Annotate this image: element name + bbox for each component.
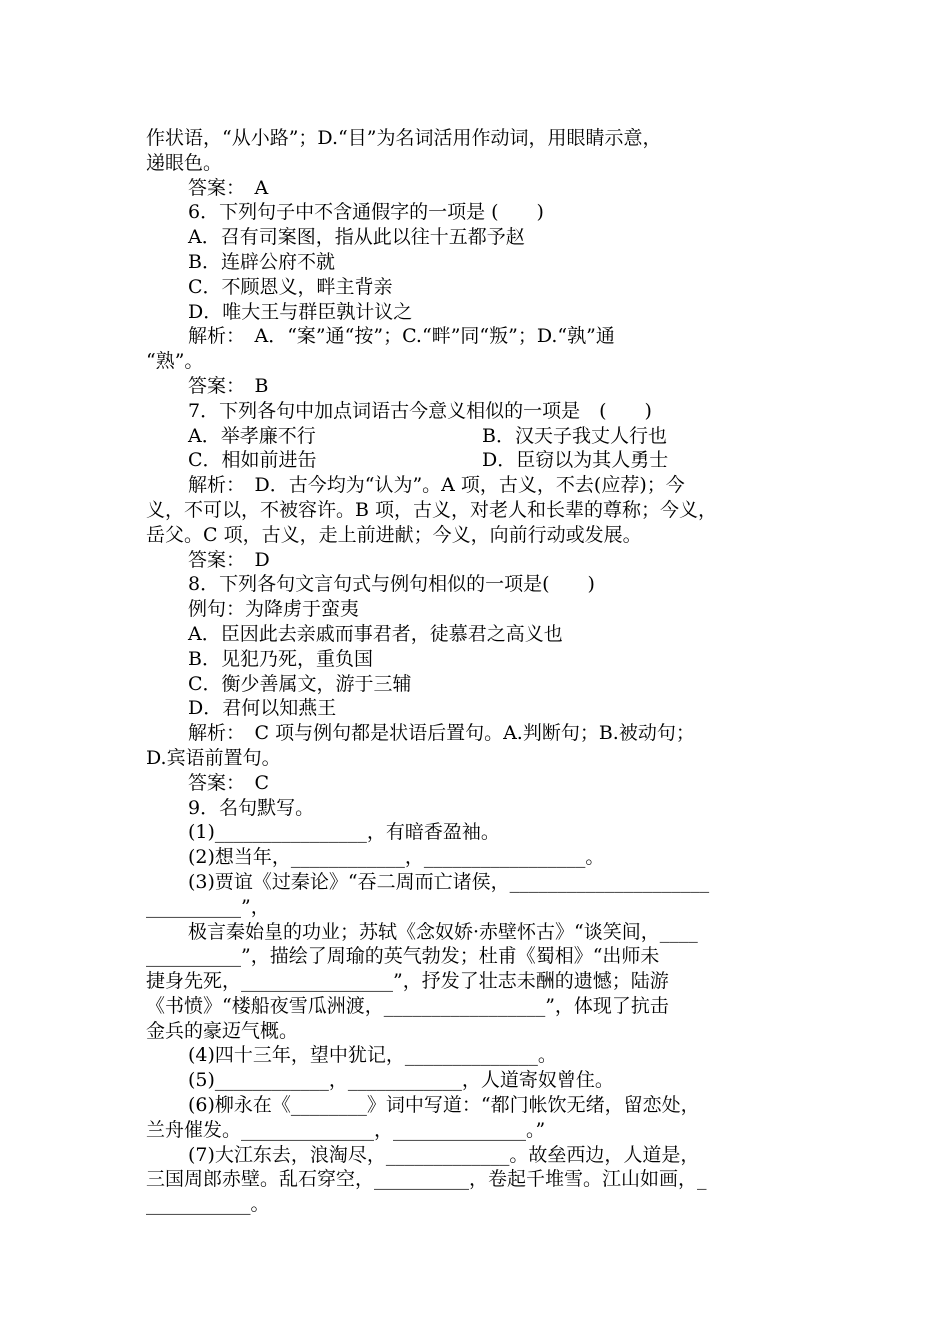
text-line: A．召有司案图，指从此以往十五都予赵: [188, 226, 525, 249]
text-line: 7．下列各句中加点词语古今意义相似的一项是 ( ): [188, 399, 652, 422]
text-line: D．唯大王与群臣孰计议之: [188, 300, 413, 323]
text-line: 答案： D: [188, 548, 270, 571]
text-line: 答案： B: [188, 374, 269, 397]
text-line: 金兵的豪迈气概。: [146, 1019, 299, 1042]
option-right: B．汉天子我丈人行也: [482, 424, 667, 447]
text-line: C．不顾恩义，畔主背亲: [188, 275, 393, 298]
text-line: 答案： C: [188, 771, 270, 794]
text-line: 答案： A: [188, 176, 269, 199]
text-line: 作状语，“从小路”；D.“目”为名词活用作动词，用眼睛示意，: [146, 127, 662, 149]
text-line: 8．下列各句文言句式与例句相似的一项是( ): [188, 573, 595, 596]
text-line: “熟”。: [146, 350, 204, 373]
text-line: 解析： C 项与例句都是状语后置句。A.判断句；B.被动句；: [188, 722, 695, 745]
text-line: (4)四十三年，望中犹记，______________。: [188, 1044, 557, 1067]
text-line: D．君何以知燕王: [188, 697, 337, 720]
text-line: 岳父。C 项，古义，走上前进献；今义，向前行动或发展。: [146, 523, 642, 546]
text-line: 解析： D．古今均为“认为”。A 项，古义，不去(应荐)；今: [188, 474, 685, 497]
text-line: B．见犯乃死，重负国: [188, 647, 373, 670]
text-line: C．衡少善属文，游于三辅: [188, 672, 412, 695]
text-line: (7)大江东去，浪淘尽，_____________。故垒西边，人道是，: [188, 1143, 700, 1166]
text-line: 6．下列句子中不含通假字的一项是 ( ): [188, 201, 544, 224]
text-line: __________”，: [146, 895, 270, 918]
text-line: B．连辟公府不就: [188, 250, 335, 273]
text-line: 捷身先死，________________”，抒发了壮志未酬的遗憾；陆游: [146, 970, 669, 993]
text-line: [146, 424, 812, 449]
text-line: 极言秦始皇的功业；苏轼《念奴娇·赤壁怀古》“谈笑间，____: [188, 920, 698, 943]
text-line: 9．名句默写。: [188, 796, 315, 819]
text-line: __________”，描绘了周瑜的英气勃发；杜甫《蜀相》“出师未: [146, 945, 660, 968]
text-line: (3)贾谊《过秦论》“吞二周而亡诸侯，_____________________: [188, 870, 710, 893]
text-line: (1)________________，有暗香盈袖。: [188, 821, 500, 844]
text-line: (2)想当年，____________，_________________。: [188, 846, 605, 869]
text-line: 兰舟催发。______________，______________。”: [146, 1118, 546, 1141]
text-line: [146, 448, 812, 473]
text-line: 递眼色。: [146, 151, 223, 174]
option-right: D．臣窃以为其人勇士: [482, 449, 669, 472]
text-line: 三国周郎赤壁。乱石穿空，__________，卷起千堆雪。江山如画，_: [146, 1168, 707, 1191]
text-line: A．臣因此去亲戚而事君者，徒慕君之高义也: [188, 622, 563, 645]
option-left: A．举孝廉不行: [188, 424, 316, 447]
option-left: C．相如前进缶: [188, 449, 317, 472]
text-line: D.宾语前置句。: [146, 746, 281, 769]
text-line: (6)柳永在《________》词中写道：“都门帐饮无绪，留恋处，: [188, 1094, 700, 1117]
text-line: ___________。: [146, 1193, 270, 1216]
document-page: [146, 126, 812, 1217]
text-line: 义，不可以，不被容许。B 项，古义，对老人和长辈的尊称；今义，: [146, 498, 718, 521]
text-line: (5)____________，____________，人道寄奴曾住。: [188, 1069, 614, 1092]
text-line: 例句：为降虏于蛮夷: [188, 598, 360, 621]
text-line: 《书愤》“楼船夜雪瓜洲渡，_________________”，体现了抗击: [146, 994, 669, 1017]
text-line: 解析： A．“案”通“按”；C.“畔”同“叛”；D.“孰”通: [188, 325, 615, 348]
